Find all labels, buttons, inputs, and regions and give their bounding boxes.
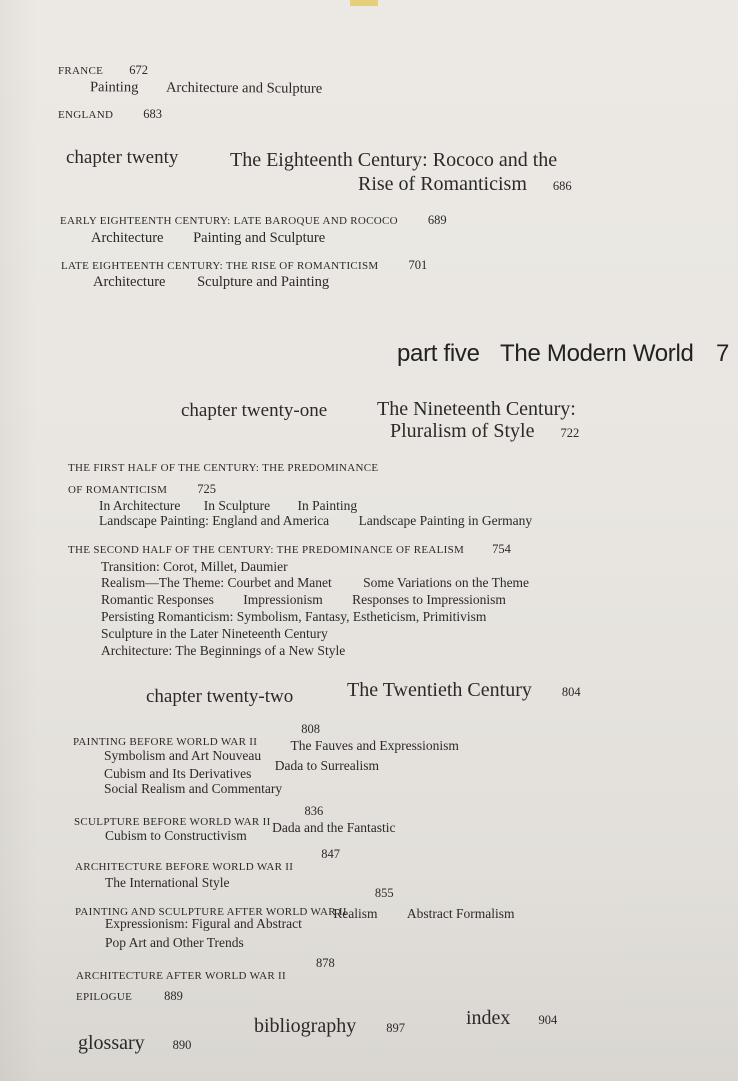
- subsection: Realism—The Theme: Courbet and Manet: [101, 575, 332, 590]
- subsections: [99, 498, 357, 514]
- subsections: [101, 575, 529, 591]
- section-entry: [73, 720, 320, 748]
- backmatter-label: index: [466, 1007, 511, 1029]
- chapter-label: chapter twenty: [66, 147, 179, 168]
- index-entry: [466, 1007, 557, 1030]
- page-number: 889: [164, 989, 183, 1003]
- subsection: Persisting Romanticism: Symbolism, Fantasy, Estheticism, Primitivism: [101, 609, 487, 624]
- subsection: Architecture: The Beginnings of a New Style: [101, 643, 346, 658]
- section-entry: [68, 540, 511, 558]
- subsection: Architecture and Sculpture: [165, 79, 323, 97]
- page-number: 722: [560, 426, 580, 440]
- subsection: Expressionism: Figural and Abstract: [105, 916, 302, 931]
- subsection: The International Style: [105, 875, 230, 890]
- subsections: [91, 230, 325, 247]
- section-title: ARCHITECTURE AFTER WORLD WAR II: [76, 970, 286, 982]
- chapter-title: The Eighteenth Century: Rococo and the: [230, 149, 558, 171]
- page-number: 804: [561, 685, 581, 699]
- chapter-title-line2: [358, 173, 572, 196]
- section-title: THE FIRST HALF OF THE CENTURY: THE PREDOMINANCE: [68, 462, 379, 474]
- section-title: THE SECOND HALF OF THE CENTURY: THE PREDOMINANCE OF REALISM: [68, 544, 465, 556]
- page-number: 897: [386, 1021, 405, 1035]
- subsection: In Architecture: [99, 498, 181, 513]
- page-number: 701: [408, 258, 428, 272]
- page-number: 855: [374, 886, 394, 900]
- section-title: EARLY EIGHTEENTH CENTURY: LATE BAROQUE AND ROCOCO: [60, 215, 398, 227]
- section-title: ARCHITECTURE BEFORE WORLD WAR II: [75, 861, 294, 873]
- section-entry: [74, 802, 324, 828]
- section-title: PAINTING BEFORE WORLD WAR II: [73, 736, 258, 748]
- glossary-entry: [78, 1032, 191, 1055]
- subsections: [104, 738, 459, 763]
- subsection: Painting: [89, 79, 139, 96]
- page-number: 890: [172, 1038, 192, 1052]
- subsections: [93, 274, 329, 291]
- subsections: [105, 906, 515, 931]
- england-entry: [58, 105, 162, 123]
- subsection: Social Realism and Commentary: [104, 781, 283, 796]
- page-number: 904: [538, 1013, 558, 1027]
- backmatter-label: bibliography: [254, 1015, 357, 1037]
- france-entry: [58, 61, 148, 79]
- section-title: LATE EIGHTEENTH CENTURY: THE RISE OF ROMANTICISM: [61, 260, 379, 272]
- page-number: 686: [552, 179, 572, 193]
- page-number: 683: [143, 107, 163, 121]
- subsection: Sculpture in the Later Nineteenth Century: [101, 626, 328, 641]
- subsections: [99, 513, 532, 529]
- part-heading: [397, 340, 729, 368]
- chapter-title-line2: [390, 420, 579, 443]
- part-label: part five: [397, 340, 480, 367]
- section-entry: [60, 211, 447, 229]
- subsection: In Painting: [297, 498, 358, 513]
- chapter-title: The Nineteenth Century:: [377, 398, 576, 420]
- chapter-title-text: Pluralism of Style: [390, 420, 535, 442]
- page-number: 754: [492, 542, 511, 556]
- subsection: The Fauves and Expressionism: [290, 738, 459, 753]
- subsection: Dada and the Fantastic: [272, 820, 396, 835]
- france-subsections: [90, 79, 322, 98]
- subsection: Some Variations on the Theme: [363, 575, 530, 590]
- section-entry: [61, 256, 427, 274]
- page-number: 808: [301, 722, 320, 736]
- section-entry: [75, 845, 340, 873]
- subsection: Painting and Sculpture: [193, 230, 326, 246]
- section-entry: [68, 480, 216, 498]
- bookmark-ribbon: [350, 0, 378, 6]
- subsection: Romantic Responses: [101, 592, 214, 607]
- subsection: Transition: Corot, Millet, Daumier: [101, 559, 288, 574]
- page-number: 689: [427, 213, 447, 227]
- subsection: Responses to Impressionism: [352, 592, 506, 607]
- subsection: Realism: [333, 906, 378, 921]
- subsection: In Sculpture: [203, 498, 271, 513]
- chapter-title: The Twentieth Century: [347, 679, 532, 701]
- bibliography-entry: [254, 1015, 405, 1038]
- chapter-label: chapter twenty-one: [181, 400, 328, 421]
- page-number: 672: [129, 63, 148, 77]
- subsection: Cubism to Constructivism: [105, 828, 247, 843]
- subsection: Cubism and Its Derivatives: [104, 766, 252, 781]
- page-number: 725: [197, 482, 216, 496]
- page-number: 7: [715, 340, 729, 367]
- page-number: 878: [315, 956, 335, 970]
- subsection: Pop Art and Other Trends: [105, 935, 244, 950]
- section-title: FRANCE: [58, 65, 104, 77]
- section-title: ENGLAND: [58, 109, 114, 121]
- subsection: Impressionism: [243, 592, 323, 607]
- subsection: Symbolism and Art Nouveau: [104, 748, 262, 763]
- subsections: [101, 592, 506, 608]
- chapter-title-text: Rise of Romanticism: [358, 173, 527, 195]
- page-fold-shadow: [0, 0, 38, 1081]
- part-title: The Modern World: [500, 340, 694, 367]
- subsection: Sculpture and Painting: [197, 274, 330, 290]
- section-title: SCULPTURE BEFORE WORLD WAR II: [74, 816, 271, 828]
- subsection: Abstract Formalism: [406, 906, 515, 921]
- section-entry: [76, 954, 335, 982]
- subsections: [104, 758, 379, 781]
- subsection: Architecture: [93, 274, 166, 290]
- page-number: 847: [321, 847, 340, 861]
- subsection: Landscape Painting in Germany: [358, 513, 533, 528]
- section-title: PAINTING AND SCULPTURE AFTER WORLD WAR II: [75, 906, 347, 918]
- subsection: Landscape Painting: England and America: [99, 513, 330, 528]
- subsection: Dada to Surrealism: [274, 758, 379, 773]
- backmatter-label: glossary: [78, 1032, 145, 1054]
- subsection: Architecture: [91, 230, 164, 246]
- page-number: 836: [304, 804, 324, 818]
- section-title: EPILOGUE: [76, 991, 133, 1003]
- chapter-heading: [347, 679, 581, 702]
- section-entry: [76, 987, 183, 1005]
- chapter-label: chapter twenty-two: [146, 686, 294, 707]
- subsections: [105, 820, 396, 843]
- section-title: OF ROMANTICISM: [68, 484, 168, 496]
